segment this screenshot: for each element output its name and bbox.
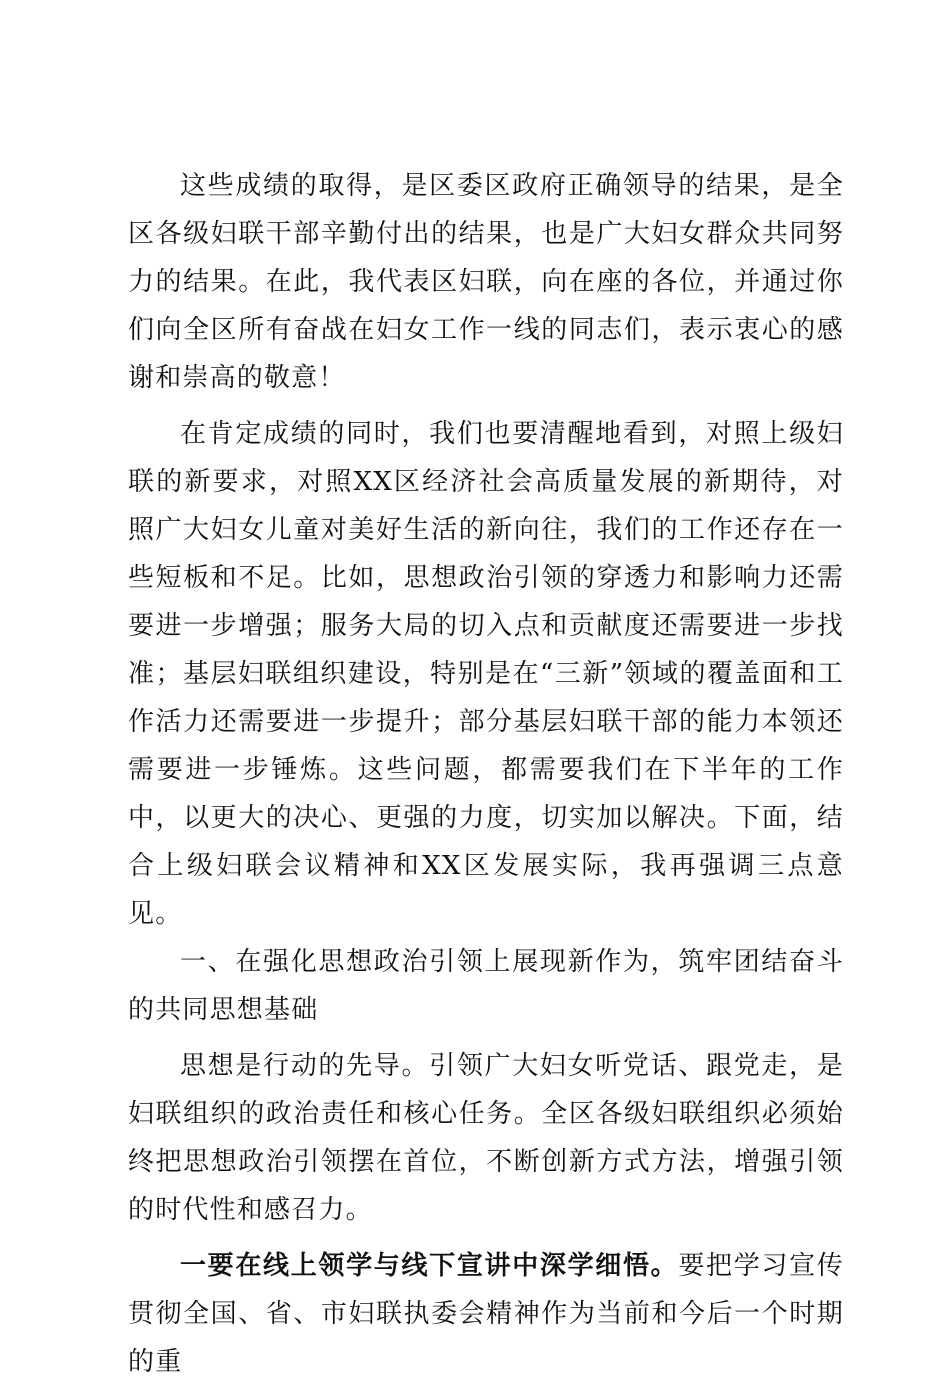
paragraph-shortcomings: 在肯定成绩的同时，我们也要清醒地看到，对照上级妇联的新要求，对照XX区经济社会高质量发展的新期待，对照广大妇女儿童对美好生活的新向往，我们的工作还存在一些短板和不足。比如，思想政治引领的穿透力和影响力还需要进一步增强；服务大局的切入点和贡献度还需要进一步找准；基层妇联组织建设，特别是在“三新”领域的覆盖面和工作活力还需要进一步提升；部分基层妇联干部的能力本领还需要进一步锤炼。这些问题，都需要我们在下半年的工作中，以更大的决心、更强的力度，切实加以解决。下面，结合上级妇联会议精神和XX区发展实际，我再强调三点意见。 bbox=[128, 419, 844, 929]
document-body bbox=[128, 162, 844, 1386]
bold-lead-sentence: 一要在线上领学与线下宣讲中深学细悟。 bbox=[180, 1251, 679, 1281]
paragraph-study-text: 要把学习宣传贯彻全国、省、市妇联执委会精神作为当前和今后一个时期的重 bbox=[128, 1251, 844, 1377]
paragraph-achievements: 这些成绩的取得，是区委区政府正确领导的结果，是全区各级妇联干部辛勤付出的结果，也是广大妇女群众共同努力的结果。在此，我代表区妇联，向在座的各位，并通过你们向全区所有奋战在妇女工作一线的同志们，表示衷心的感谢和崇高的敬意！ bbox=[128, 171, 844, 393]
section-heading-one: 一、在强化思想政治引领上展现新作为，筑牢团结奋斗的共同思想基础 bbox=[128, 947, 844, 1025]
paragraph-study-point bbox=[128, 1242, 844, 1386]
paragraph-ideological-guidance: 思想是行动的先导。引领广大妇女听党话、跟党走，是妇联组织的政治责任和核心任务。全区各级妇联组织必须始终把思想政治引领摆在首位，不断创新方式方法，增强引领的时代性和感召力。 bbox=[128, 1051, 844, 1225]
